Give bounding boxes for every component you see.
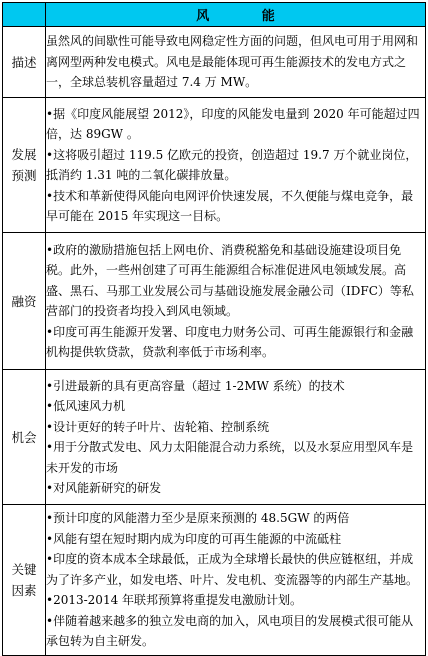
- opportunity-bullet: •对风能新研究的研发: [46, 481, 162, 495]
- key-factor-bullet-text: 伴随着越来越多的独立发电商的加入，风电项目的发展模式很可能从承包转为自主研发。: [46, 613, 414, 649]
- financing-bullet: •政府的激励措施包括上网电价、消费税豁免和基础设施建设项目免税。此外，一些州创建了可再生能源组合标准促进风电领域发展。高盛、黑石、马那工业发展公司与基础设施发展金融公司（IDFC）等私营部门的投资者均投入到风电领域。: [46, 242, 414, 318]
- key-factor-bullet-text: 风能有望在短时期内成为印度的可再生能源的中流砥柱: [53, 531, 342, 546]
- row-financing: [3, 233, 426, 370]
- table-header-row: [3, 3, 426, 27]
- wind-energy-table: [2, 2, 426, 656]
- financing-bullet-text: 印度可再生能源开发署、印度电力财务公司、可再生能源银行和金融机构提供软贷款，贷款利率低于市场利率。: [46, 324, 414, 359]
- opportunity-bullet-text: 低风速风力机: [53, 399, 126, 413]
- forecast-bullet: •据《印度风能展望 2012》，印度的风能发电量到 2020 年可能超过四倍，达 89GW 。: [46, 106, 420, 141]
- row-label-description: 描述: [3, 27, 46, 98]
- opportunity-bullet: •引进最新的具有更高容量（超过 1-2MW 系统）的技术: [46, 378, 345, 393]
- row-content-financing: [46, 233, 426, 370]
- key-factor-bullet: •风能有望在短时期内成为印度的可再生能源的中流砥柱: [46, 531, 342, 546]
- forecast-bullet-text: 技术和革新使得风能向电网评价快速发展，不久便能与煤电竞争，最早可能在 2015 年实现这一目标。: [46, 188, 414, 223]
- key-factor-bullet: •2013-2014 年联邦预算将重提发电激励计划。: [46, 593, 303, 608]
- row-content-key-factors: [46, 505, 426, 656]
- row-label-financing: 融资: [3, 233, 46, 370]
- row-forecast: [3, 98, 426, 233]
- opportunity-bullet-text: 对风能新研究的研发: [53, 481, 162, 495]
- opportunity-bullet: •用于分散式发电、风力太阳能混合动力系统，以及水泵应用型风车是未开发的市场: [46, 440, 414, 475]
- row-content-forecast: [46, 98, 426, 233]
- key-factor-bullet: •印度的资本成本全球最低，正成为全球增长最快的供应链枢纽，并成为了许多产业，如发电塔、叶片、发电机、变流器等的内部生产基地。: [46, 552, 419, 587]
- opportunity-bullet-text: 用于分散式发电、风力太阳能混合动力系统，以及水泵应用型风车是未开发的市场: [46, 440, 414, 475]
- row-content-description: [46, 27, 426, 98]
- row-content-opportunities: [46, 370, 426, 505]
- financing-bullet: •印度可再生能源开发署、印度电力财务公司、可再生能源银行和金融机构提供软贷款，贷款利率低于市场利率。: [46, 324, 414, 359]
- row-key-factors: [3, 505, 426, 656]
- row-label-key-factors: 关键因素: [3, 505, 46, 656]
- key-factor-bullet: •伴随着越来越多的独立发电商的加入，风电项目的发展模式很可能从承包转为自主研发。: [46, 613, 414, 649]
- opportunity-bullet-text: 引进最新的具有更高容量（超过 1-2MW 系统）的技术: [53, 378, 345, 393]
- opportunity-bullet-text: 设计更好的转子叶片、齿轮箱、控制系统: [53, 419, 270, 434]
- header-blank-cell: [3, 3, 46, 27]
- row-label-opportunities: 机会: [3, 370, 46, 505]
- forecast-bullet-text: 据《印度风能展望 2012》，印度的风能发电量到 2020 年可能超过四倍，达 89GW 。: [46, 106, 420, 141]
- description-text: 虽然风的间歇性可能导致电网稳定性方面的问题，但风电可用于用网和离网型两种发电模式。风电是最能体现可再生能源技术的发电方式之一，全球总装机容量超过 7.4 万 MW。: [46, 34, 419, 90]
- forecast-bullet-text: 这将吸引超过 119.5 亿欧元的投资，创造超过 19.7 万个就业岗位，抵消约 1.31 吨的二氧化碳排放量。: [46, 147, 418, 182]
- key-factor-bullet-text: 印度的资本成本全球最低，正成为全球增长最快的供应链枢纽，并成为了许多产业，如发电塔、叶片、发电机、变流器等的内部生产基地。: [46, 552, 419, 587]
- table-title: 风 能: [46, 3, 426, 27]
- opportunity-bullet: •设计更好的转子叶片、齿轮箱、控制系统: [46, 419, 270, 434]
- row-description: [3, 27, 426, 98]
- row-label-forecast: 发展预测: [3, 98, 46, 233]
- key-factor-bullet-text: 2013-2014 年联邦预算将重提发电激励计划。: [53, 593, 303, 608]
- row-opportunities: [3, 370, 426, 505]
- opportunity-bullet: •低风速风力机: [46, 399, 126, 413]
- forecast-bullet: •这将吸引超过 119.5 亿欧元的投资，创造超过 19.7 万个就业岗位，抵消约 1.31 吨的二氧化碳排放量。: [46, 147, 418, 182]
- key-factor-bullet-text: 预计印度的风能潜力至少是原来预测的 48.5GW 的两倍: [53, 511, 350, 526]
- key-factor-bullet: •预计印度的风能潜力至少是原来预测的 48.5GW 的两倍: [46, 511, 350, 526]
- financing-bullet-text: 政府的激励措施包括上网电价、消费税豁免和基础设施建设项目免税。此外，一些州创建了可再生能源组合标准促进风电领域发展。高盛、黑石、马那工业发展公司与基础设施发展金融公司（IDFC）等私营部门的投资者均投入到风电领域。: [46, 242, 414, 318]
- forecast-bullet: •技术和革新使得风能向电网评价快速发展，不久便能与煤电竞争，最早可能在 2015 年实现这一目标。: [46, 188, 414, 223]
